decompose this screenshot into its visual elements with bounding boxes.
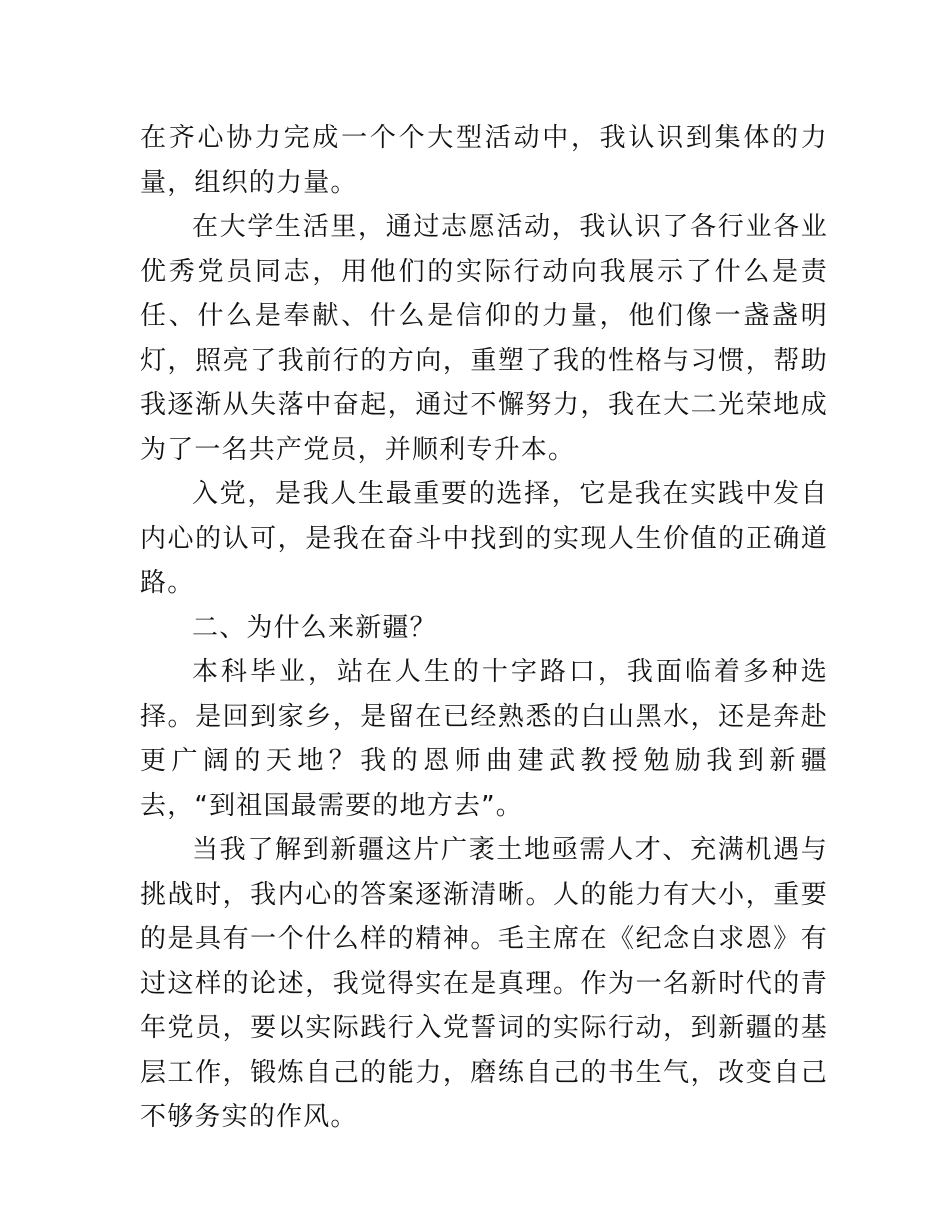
paragraph-joining-party: 入党，是我人生最重要的选择，它是我在实践中发自内心的认可，是我在奋斗中找到的实现人生价值的正确道路。 <box>140 479 828 598</box>
section-heading-why-xinjiang: 二、为什么来新疆？ <box>192 612 437 643</box>
paragraph-university-life: 在大学生活里，通过志愿活动，我认识了各行业各业优秀党员同志，用他们的实际行动向我展示了什么是责任、什么是奉献、什么是信仰的力量，他们像一盏盏明灯，照亮了我前行的方向，重塑了我的性格与习惯，帮助我逐渐从失落中奋起，通过不懈努力，我在大二光荣地成为了一名共产党员，并顺利专升本。 <box>140 212 828 465</box>
paragraph-continuation: 在齐心协力完成一个个大型活动中，我认识到集体的力量，组织的力量。 <box>140 123 828 198</box>
body-text <box>140 116 828 1140</box>
paragraph-graduation-choice: 本科毕业，站在人生的十字路口，我面临着多种选择。是回到家乡，是留在已经熟悉的白山黑水，还是奔赴更广阔的天地？我的恩师曲建武教授勉励我到新疆去，“到祖国最需要的地方去”。 <box>140 657 828 821</box>
paragraph-decision: 当我了解到新疆这片广袤土地亟需人才、充满机遇与挑战时，我内心的答案逐渐清晰。人的能力有大小，重要的是具有一个什么样的精神。毛主席在《纪念白求恩》有过这样的论述，我觉得实在是真理。作为一名新时代的青年党员，要以实际践行入党誓词的实际行动，到新疆的基层工作，锻炼自己的能力，磨练自己的书生气，改变自己不够务实的作风。 <box>140 835 828 1132</box>
